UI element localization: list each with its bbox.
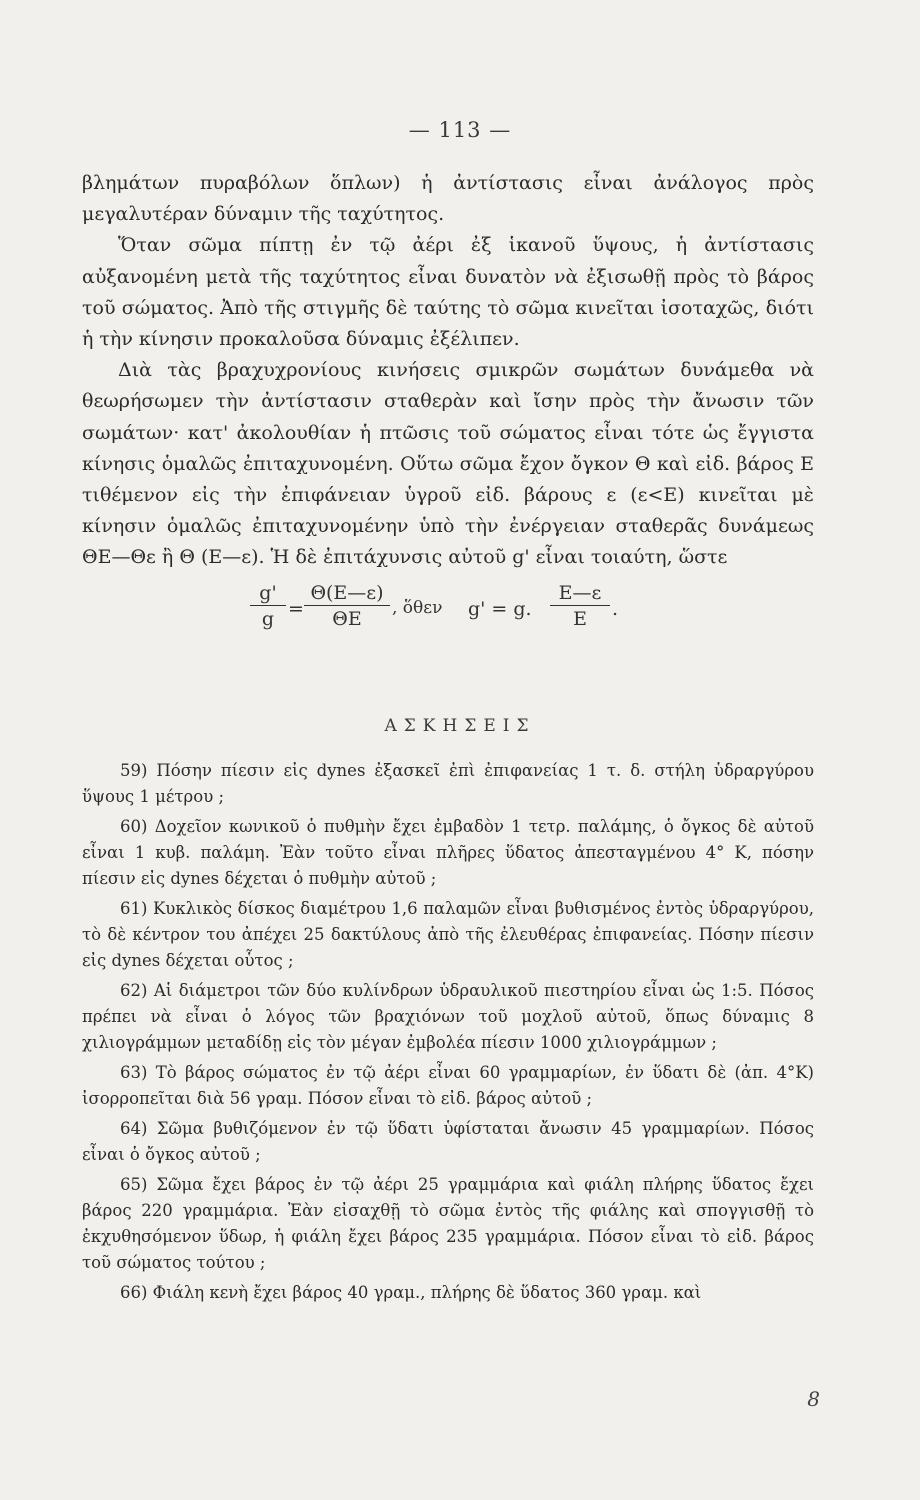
exercise-item: 63) Τὸ βάρος σώματος ἐν τῷ ἀέρι εἶναι 60 γραμμαρίων, ἐν ὕδατι δὲ (ἀπ. 4°Κ) ἰσορροπεῖται διὰ 56 γραμ. Πόσον εἶναι τὸ εἰδ. βάρος αὐτοῦ ;	[82, 1063, 814, 1108]
acceleration-formula	[250, 582, 670, 652]
section-title: ΑΣΚΗΣΕΙΣ	[384, 716, 536, 736]
paragraph: Ὅταν σῶμα πίπτῃ ἐν τῷ ἀέρι ἐξ ἱκανοῦ ὕψους, ἡ ἀντίστασις αὐξανομένη μετὰ τῆς ταχύτητος εἶναι δυνατὸν νὰ ἐξισωθῇ πρὸς τὸ βάρος τοῦ σώματος. Ἀπὸ τῆς στιγμῆς δὲ ταύτης τὸ σῶμα κινεῖται ἰσοταχῶς, διότι ἡ τὴν κίνησιν προκαλοῦσα δύναμις ἐξέλιπεν.	[82, 234, 814, 351]
formula-fraction-rhs	[304, 582, 390, 630]
formula-numerator: Θ(Ε—ε)	[310, 582, 384, 604]
paragraph: Διὰ τὰς βραχυχρονίους κινήσεις σμικρῶν σωμάτων δυνάμεθα νὰ θεωρήσωμεν τὴν ἀντίστασιν σταθερὰν καὶ ἴσην πρὸς τὴν ἄνωσιν τῶν σωμάτων· κατ' ἀκολουθίαν ἡ πτῶσις τοῦ σώματος εἶναι τότε ὡς ἔγγιστα κίνησις ὁμαλῶς ἐπιταχυνομένη. Οὕτω σῶμα ἔχον ὄγκον Θ καὶ εἰδ. βάρος Ε τιθέμενον εἰς τὴν ἐπιφάνειαν ὑγροῦ εἰδ. βάρους ε (ε<Ε) κινεῖται μὲ κίνησιν ὁμαλῶς ἐπιταχυνομένην ὑπὸ τὴν ἐνέργειαν σταθερᾶς δυνάμεως ΘΕ—Θε ἢ Θ (Ε—ε). Ἡ δὲ ἐπιτάχυνσις αὐτοῦ g' εἶναι τοιαύτη, ὥστε	[82, 359, 814, 569]
page-number: — 113 —	[408, 118, 512, 142]
signature-mark: 8	[807, 1387, 820, 1411]
formula-equals: =	[288, 598, 304, 620]
formula-numerator: g'	[259, 582, 277, 604]
exercise-item: 59) Πόσην πίεσιν εἰς dynes ἐξασκεῖ ἐπὶ ἐπιφανείας 1 τ. δ. στήλη ὑδραργύρου ὕψους 1 μέτρου ;	[82, 761, 814, 806]
formula-fraction-lhs	[250, 582, 286, 630]
formula-denominator: g	[261, 608, 275, 630]
formula-period: .	[612, 598, 619, 620]
main-text	[82, 168, 814, 574]
formula-numerator: Ε—ε	[558, 582, 602, 604]
paragraph: βλημάτων πυραβόλων ὅπλων) ἡ ἀντίστασις εἶναι ἀνάλογος πρὸς μεγαλυτέραν δύναμιν τῆς ταχύτητος.	[82, 172, 814, 226]
formula-fraction-result	[550, 582, 610, 630]
formula-hence: , ὅθεν	[392, 598, 443, 618]
formula-g-prime: g' = g.	[468, 598, 532, 620]
exercise-item: 61) Κυκλικὸς δίσκος διαμέτρου 1,6 παλαμῶν εἶναι βυθισμένος ἐντὸς ὑδραργύρου, τὸ δὲ κέντρον του ἀπέχει 25 δακτύλους ἀπὸ τῆς ἐλευθέρας ἐπιφανείας. Πόσην πίεσιν εἰς dynes δέχεται οὗτος ;	[82, 899, 814, 970]
exercise-item: 60) Δοχεῖον κωνικοῦ ὁ πυθμὴν ἔχει ἐμβαδὸν 1 τετρ. παλάμης, ὁ ὄγκος δὲ αὐτοῦ εἶναι 1 κυβ. παλάμη. Ἐὰν τοῦτο εἶναι πλῆρες ὕδατος ἀπεσταγμένου 4° Κ, πόσην πίεσιν εἰς dynes δέχεται ὁ πυθμὴν αὐτοῦ ;	[82, 817, 814, 888]
exercise-item: 64) Σῶμα βυθιζόμενον ἐν τῷ ὕδατι ὑφίσταται ἄνωσιν 45 γραμμαρίων. Πόσος εἶναι ὁ ὄγκος αὐτοῦ ;	[82, 1119, 814, 1164]
exercise-item: 65) Σῶμα ἔχει βάρος ἐν τῷ ἀέρι 25 γραμμάρια καὶ φιάλη πλήρης ὕδατος ἔχει βάρος 220 γραμμάρια. Ἐὰν εἰσαχθῇ τὸ σῶμα ἐντὸς τῆς φιάλης καὶ σπογγισθῇ τὸ ἐκχυθησόμενον ὕδωρ, ἡ φιάλη ἔχει βάρος 235 γραμμάρια. Πόσον εἶναι τὸ εἰδ. βάρος τοῦ σώματος τούτου ;	[82, 1175, 814, 1272]
formula-denominator: Ε	[573, 608, 587, 630]
formula-denominator: ΘΕ	[332, 608, 362, 630]
exercise-list	[82, 758, 814, 1310]
exercise-item: 62) Αἱ διάμετροι τῶν δύο κυλίνδρων ὑδραυλικοῦ πιεστηρίου εἶναι ὡς 1:5. Πόσος πρέπει νὰ εἶναι ὁ λόγος τῶν βραχιόνων τοῦ μοχλοῦ αὐτοῦ, ὅπως δύναμις 8 χιλιογράμμων μεταδίδῃ εἰς τὸν μέγαν ἐμβολέα πίεσιν 1000 χιλιογράμμων ;	[82, 981, 814, 1052]
exercise-item: 66) Φιάλη κενὴ ἔχει βάρος 40 γραμ., πλήρης δὲ ὕδατος 360 γραμ. καὶ	[120, 1283, 702, 1302]
